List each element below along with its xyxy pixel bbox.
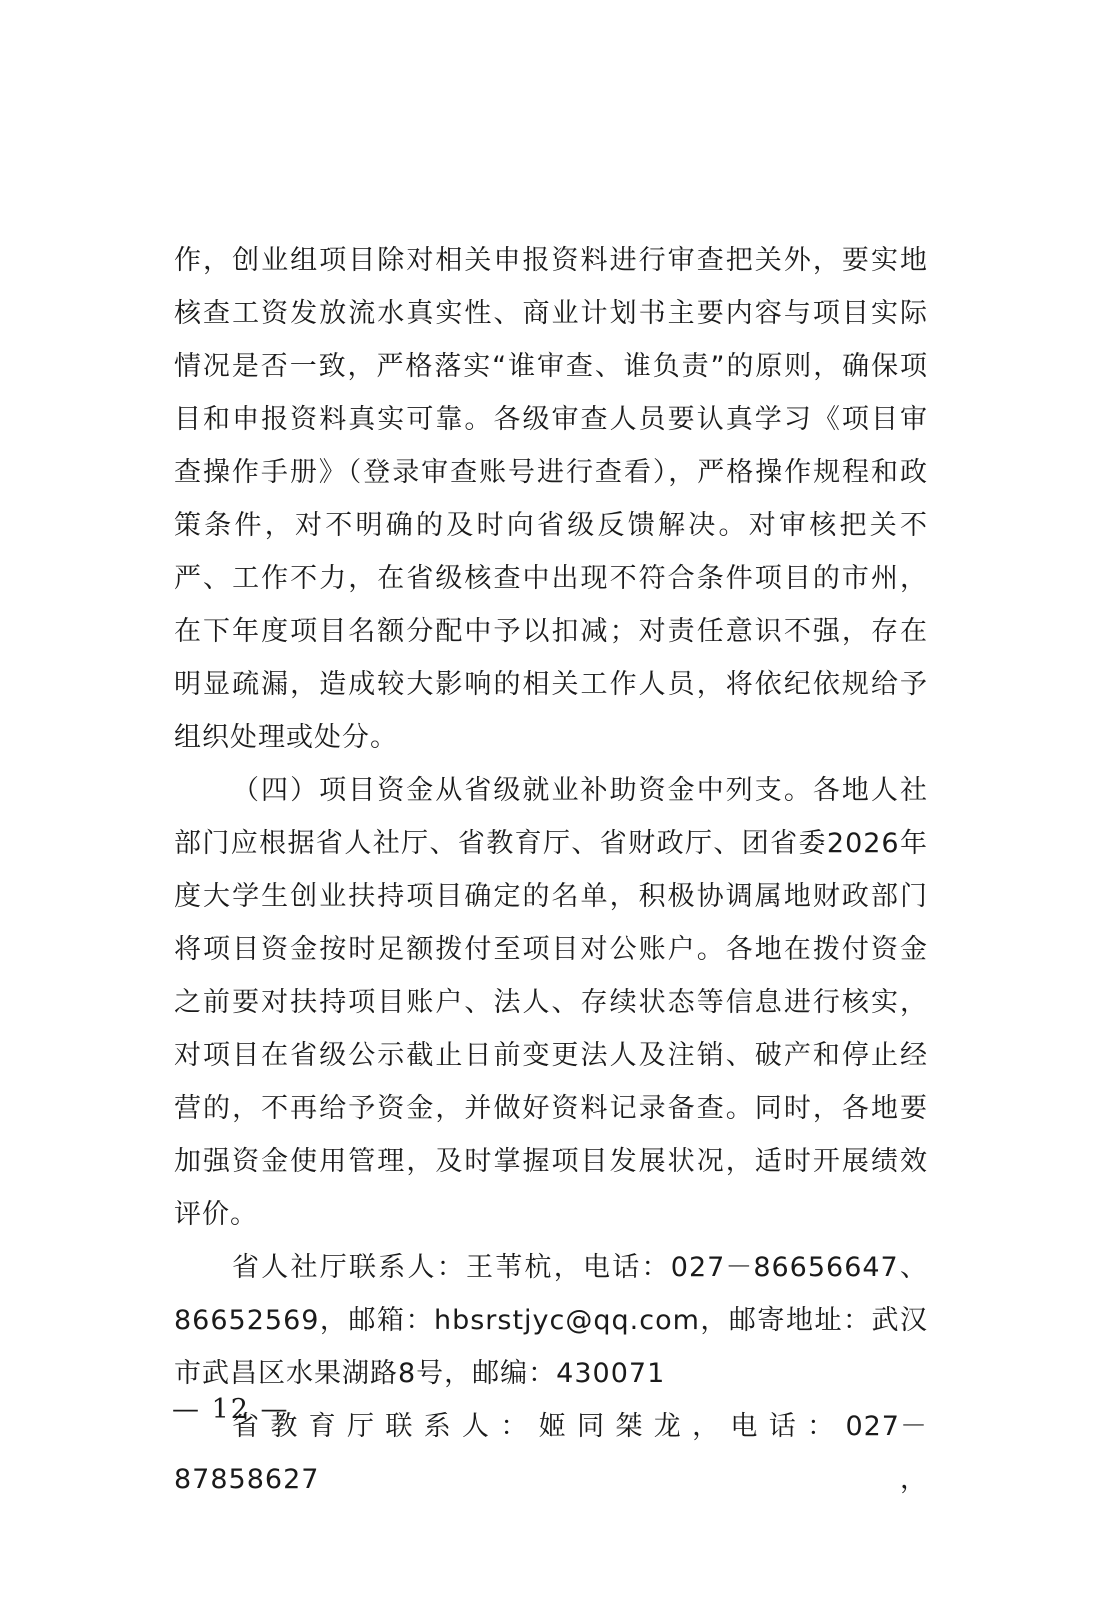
paragraph-funding: （四）项目资金从省级就业补助资金中列支。各地人社部门应根据省人社厅、省教育厅、省财政厅、团省委2026年度大学生创业扶持项目确定的名单，积极协调属地财政部门将项目资金按时足额拨付至项目对公账户。各地在拨付资金之前要对扶持项目账户、法人、存续状态等信息进行核实，对项目在省级公示截止日前变更法人及注销、破产和停止经营的，不再给予资金，并做好资料记录备查。同时，各地要加强资金使用管理，及时掌握项目发展状况，适时开展绩效评价。: [174, 775, 928, 1230]
paragraph-hrss-contact: 省人社厅联系人：王苇杭，电话：027－86656647、86652569，邮箱：hbsrstjyc@qq.com，邮寄地址：武汉市武昌区水果湖路8号，邮编：430071: [174, 1252, 928, 1389]
paragraph-education-contact: 省教育厅联系人：姬同桀龙，电话：027－87858627，: [174, 1411, 928, 1495]
document-body: [174, 234, 928, 1506]
paragraph-review-responsibility: 作，创业组项目除对相关申报资料进行审查把关外，要实地核查工资发放流水真实性、商业计划书主要内容与项目实际情况是否一致，严格落实“谁审查、谁负责”的原则，确保项目和申报资料真实可靠。各级审查人员要认真学习《项目审查操作手册》（登录审查账号进行查看），严格操作规程和政策条件，对不明确的及时向省级反馈解决。对审核把关不严、工作不力，在省级核查中出现不符合条件项目的市州，在下年度项目名额分配中予以扣减；对责任意识不强，存在明显疏漏，造成较大影响的相关工作人员，将依纪依规给予组织处理或处分。: [174, 245, 928, 753]
page-number: — 12 —: [172, 1394, 290, 1425]
